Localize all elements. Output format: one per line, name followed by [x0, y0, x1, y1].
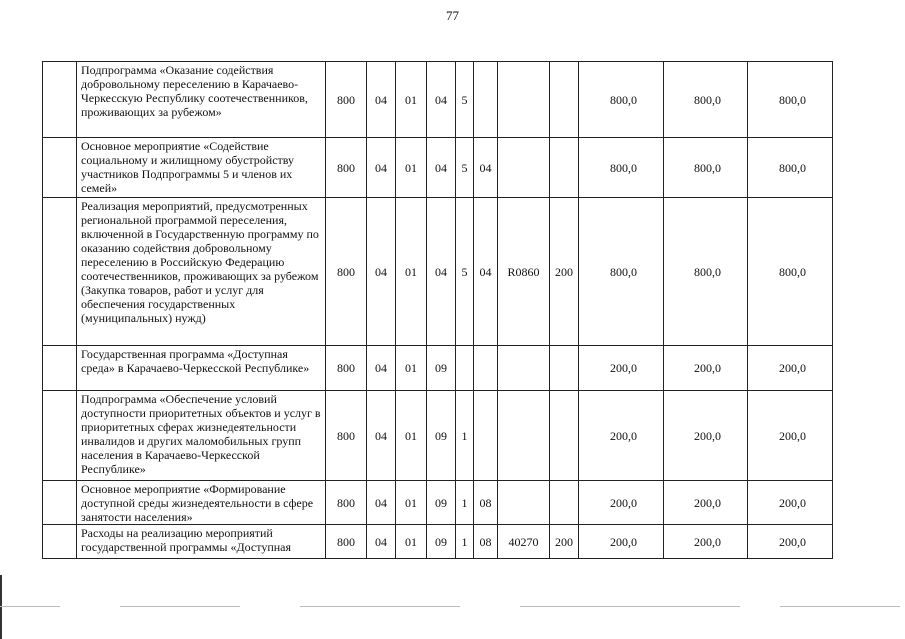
code-cell-c6: 08 — [474, 481, 498, 525]
amount-cell-v2: 200,0 — [664, 346, 748, 391]
code-cell-c4: 09 — [427, 346, 456, 391]
code-cell-c7 — [498, 62, 550, 138]
table-row — [43, 481, 833, 525]
amount-cell-v1: 800,0 — [579, 62, 664, 138]
code-cell-c8: 200 — [550, 198, 579, 346]
code-cell-c7 — [498, 138, 550, 198]
amount-cell-v2: 800,0 — [664, 62, 748, 138]
code-cell-c3: 01 — [396, 525, 427, 559]
table-body — [43, 62, 833, 559]
row-description: Расходы на реализацию мероприятий государственной программы «Доступная — [77, 525, 326, 559]
code-cell-c1: 800 — [326, 198, 367, 346]
code-cell-c4: 04 — [427, 198, 456, 346]
code-cell-c4: 09 — [427, 525, 456, 559]
table-row — [43, 198, 833, 346]
row-number-cell — [43, 525, 77, 559]
code-cell-c7 — [498, 391, 550, 481]
code-cell-c5: 5 — [456, 62, 474, 138]
table-row — [43, 346, 833, 391]
table-row — [43, 138, 833, 198]
code-cell-c7: R0860 — [498, 198, 550, 346]
code-cell-c8 — [550, 391, 579, 481]
code-cell-c3: 01 — [396, 346, 427, 391]
row-description: Основное мероприятие «Содействие социальному и жилищному обустройству участников Подпрограммы 5 и членов их семей» — [77, 138, 326, 198]
amount-cell-v1: 200,0 — [579, 391, 664, 481]
code-cell-c2: 04 — [367, 346, 396, 391]
code-cell-c4: 04 — [427, 62, 456, 138]
page-number: 77 — [446, 8, 459, 23]
code-cell-c1: 800 — [326, 138, 367, 198]
amount-cell-v2: 800,0 — [664, 138, 748, 198]
code-cell-c6 — [474, 391, 498, 481]
code-cell-c3: 01 — [396, 198, 427, 346]
code-cell-c2: 04 — [367, 62, 396, 138]
code-cell-c7 — [498, 481, 550, 525]
amount-cell-v2: 200,0 — [664, 525, 748, 559]
code-cell-c4: 04 — [427, 138, 456, 198]
amount-cell-v1: 800,0 — [579, 138, 664, 198]
amount-cell-v3: 200,0 — [748, 525, 833, 559]
scan-edge-mark — [0, 575, 2, 639]
amount-cell-v3: 200,0 — [748, 481, 833, 525]
row-description: Реализация мероприятий, предусмотренных региональной программой переселения, включенной в Государственную программу по оказанию содействия добровольному переселению в Российскую Федерацию соотечественников, проживающих за рубежом (Закупка товаров, работ и услуг для обеспечения государственных (муниципальных) нужд) — [77, 198, 326, 346]
budget-table — [42, 61, 833, 559]
code-cell-c1: 800 — [326, 346, 367, 391]
code-cell-c6: 08 — [474, 525, 498, 559]
code-cell-c2: 04 — [367, 525, 396, 559]
amount-cell-v3: 200,0 — [748, 391, 833, 481]
table-row — [43, 62, 833, 138]
amount-cell-v1: 800,0 — [579, 198, 664, 346]
amount-cell-v3: 800,0 — [748, 138, 833, 198]
code-cell-c2: 04 — [367, 138, 396, 198]
row-number-cell — [43, 346, 77, 391]
row-description: Государственная программа «Доступная среда» в Карачаево-Черкесской Республике» — [77, 346, 326, 391]
code-cell-c1: 800 — [326, 62, 367, 138]
code-cell-c3: 01 — [396, 138, 427, 198]
code-cell-c5: 5 — [456, 138, 474, 198]
code-cell-c2: 04 — [367, 391, 396, 481]
amount-cell-v1: 200,0 — [579, 346, 664, 391]
scan-noise-line — [780, 606, 900, 607]
code-cell-c1: 800 — [326, 391, 367, 481]
code-cell-c4: 09 — [427, 481, 456, 525]
code-cell-c2: 04 — [367, 481, 396, 525]
code-cell-c8 — [550, 138, 579, 198]
amount-cell-v1: 200,0 — [579, 481, 664, 525]
code-cell-c8 — [550, 62, 579, 138]
scan-noise-line — [120, 606, 240, 607]
scan-noise-line — [0, 606, 60, 607]
row-number-cell — [43, 391, 77, 481]
code-cell-c1: 800 — [326, 525, 367, 559]
code-cell-c5: 1 — [456, 525, 474, 559]
code-cell-c3: 01 — [396, 391, 427, 481]
row-description: Подпрограмма «Обеспечение условий доступности приоритетных объектов и услуг в приоритетных сферах жизнедеятельности инвалидов и других маломобильных групп населения в Карачаево-Черкесской Республике» — [77, 391, 326, 481]
row-description: Подпрограмма «Оказание содействия добровольному переселению в Карачаево-Черкесскую Республику соотечественников, проживающих за рубежом» — [77, 62, 326, 138]
amount-cell-v2: 800,0 — [664, 198, 748, 346]
code-cell-c5 — [456, 346, 474, 391]
code-cell-c3: 01 — [396, 62, 427, 138]
code-cell-c7: 40270 — [498, 525, 550, 559]
row-number-cell — [43, 138, 77, 198]
amount-cell-v3: 800,0 — [748, 62, 833, 138]
code-cell-c6 — [474, 62, 498, 138]
code-cell-c7 — [498, 346, 550, 391]
code-cell-c6: 04 — [474, 198, 498, 346]
code-cell-c1: 800 — [326, 481, 367, 525]
amount-cell-v1: 200,0 — [579, 525, 664, 559]
code-cell-c8: 200 — [550, 525, 579, 559]
amount-cell-v2: 200,0 — [664, 391, 748, 481]
code-cell-c8 — [550, 346, 579, 391]
amount-cell-v3: 800,0 — [748, 198, 833, 346]
scan-noise-line — [300, 606, 460, 607]
row-description: Основное мероприятие «Формирование доступной среды жизнедеятельности в сфере занятости населения» — [77, 481, 326, 525]
row-number-cell — [43, 198, 77, 346]
code-cell-c5: 1 — [456, 391, 474, 481]
code-cell-c5: 1 — [456, 481, 474, 525]
table-row — [43, 391, 833, 481]
code-cell-c5: 5 — [456, 198, 474, 346]
code-cell-c8 — [550, 481, 579, 525]
code-cell-c2: 04 — [367, 198, 396, 346]
code-cell-c6 — [474, 346, 498, 391]
code-cell-c6: 04 — [474, 138, 498, 198]
code-cell-c3: 01 — [396, 481, 427, 525]
amount-cell-v3: 200,0 — [748, 346, 833, 391]
amount-cell-v2: 200,0 — [664, 481, 748, 525]
row-number-cell — [43, 62, 77, 138]
table-row — [43, 525, 833, 559]
code-cell-c4: 09 — [427, 391, 456, 481]
row-number-cell — [43, 481, 77, 525]
scan-noise-line — [520, 606, 740, 607]
